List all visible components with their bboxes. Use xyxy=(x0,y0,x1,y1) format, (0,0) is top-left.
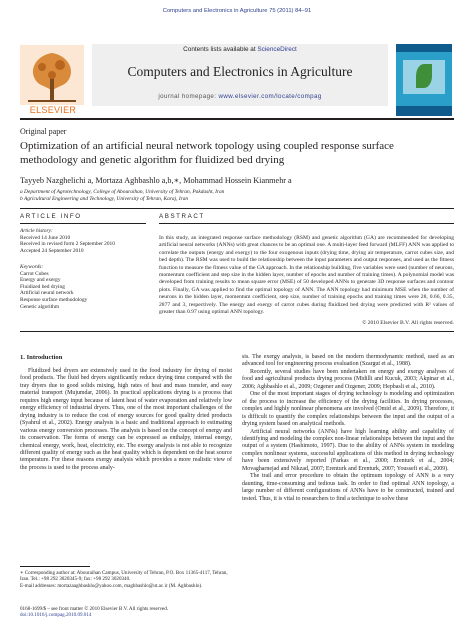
cover-top-bar xyxy=(396,44,452,52)
affiliation-rule xyxy=(20,208,454,209)
doi-link[interactable]: doi:10.1016/j.compag.2010.09.014 xyxy=(20,612,92,619)
history-label: Article history: xyxy=(20,228,53,234)
homepage-prefix: journal homepage: xyxy=(158,93,219,100)
body-paragraph: One of the most important stages of drying technology is modeling and optimization of the process to increase the efficiency of the drying facilities. In drying processes, complex and highly nonlinear phenomena are involved (Omid et al., 2009). Therefore, it is difficult to quantify the complex relationships between the input and the output of a drying system based on analytical methods. xyxy=(242,391,454,428)
body-paragraph: The trail and error procedure to obtain the optimum topology of ANN is a very daunting, time-consuming and tedious task. In order to find optimal ANN topology, a large number of different configurations of ANNs have to be constructed, trained and tested. Thus, it is vital to researchers to find a technique to solve these xyxy=(242,473,454,502)
keyword-item: Energy and exergy xyxy=(20,277,61,284)
contents-available-line xyxy=(92,46,388,53)
affiliation-a: a Department of Agrotechnology, College of Abouraihan, University of Tehran, Pakdasht, Iran xyxy=(20,189,225,195)
right-column xyxy=(242,354,454,503)
abstract-rule xyxy=(159,223,454,224)
keywords-block xyxy=(20,264,146,310)
keyword-item: Fluidized bed drying xyxy=(20,283,65,290)
journal-homepage-link[interactable]: www.elsevier.com/locate/compag xyxy=(218,93,322,100)
article-info-rule xyxy=(20,223,146,224)
cover-leaf-icon xyxy=(416,64,432,88)
body-paragraph: sis. The exergy analysis, is based on the modern thermodynamic method, used as an advanced tool for engineering process evaluation (Szargut et al., 1988). xyxy=(242,354,454,368)
issn-block xyxy=(20,606,232,619)
article-info-heading: ARTICLE INFO xyxy=(20,213,82,220)
abstract-text: In this study, an integrated response surface methodology (RSM) and genetic algorithm (GA) are recommended for developing artificial neural networks (ANNs) with great chances to be an optimal one. A multi-layer feed forward (MLFF) ANN was applied to correlate the outputs (energy and exergy) to the four exogenous inputs (drying time, drying air temperature, carrot cubes size, and bed depth). The RSM was used to build the relationship between the input parameters and output responses, and used as the fitness function to measure the fitness value of the GA approach. In the relationship building, five variables were used (number of neurons, momentum coefficient and step size in the hidden layer, number of epochs and number of training times). A polynomial model was developed from training results to mean square error (MSE) of 50 developed ANNs to generate 3D response surfaces and contour plots. Finally, GA was applied to find the optimal topology of ANN. The ANN topology had minimum MSE when the number of neurons in the hidden layer, momentum coefficient, step size, number of training epochs and training times were 28, 0.66, 0.35, 2877 and 3, respectively. The energy and exergy of carrot cubes during fluidized bed drying were predicted with R² values of greater than 0.97 using optimal ANN topology. xyxy=(159,235,454,316)
issn-line: 0168-1699/$ – see front matter © 2010 Elsevier B.V. All rights reserved. xyxy=(20,606,169,612)
left-column xyxy=(20,368,232,472)
received-date: Received 14 June 2010 xyxy=(20,234,71,241)
keyword-item: Genetic algorithm xyxy=(20,303,60,310)
body-paragraph: Recently, several studies have been undertaken on energy and exergy analyses of food and agricultural products drying process (Midilli and Kucuk, 2003; Akpinar et al., 2006; Aghbashlo et al., 2009; Ozgener and Ozgener, 2009; Hepbasli et al., 2010). xyxy=(242,368,454,390)
footnote-rule xyxy=(20,566,90,567)
article-history xyxy=(20,228,146,254)
header-rule xyxy=(20,118,454,120)
journal-homepage-line xyxy=(92,93,388,100)
abstract-bottom-rule xyxy=(20,331,454,332)
section-heading-introduction: 1. Introduction xyxy=(20,354,63,361)
publisher-logo-text: ELSEVIER xyxy=(29,105,77,115)
keyword-item: Artificial neural network xyxy=(20,290,74,297)
keyword-item: Carrot Cubes xyxy=(20,270,49,277)
body-paragraph: Artificial neural networks (ANNs) have high learning ability and capability of identifying and modeling the complex non-linear relationships between the input and the output of a system (Hashimoto, 1997). Due to the ability of ANNs system in modeling complex nonlinear systems, successful applications of this method in drying technology have been extensively reported (Farkas et al., 2000; Erenturk et al., 2004; Movagharnejad and Nikzad, 2007; Erenturk and Erenturk, 2007; Youssefi et al., 2009). xyxy=(242,428,454,472)
corresponding-author-note: ∗ Corresponding author at: Abouraihan Campus, University of Tehran, P.O. Box 11365-4117, Tehran, Iran. Tel.: +98 292 3020345-9; fax: +98 292 3020340. xyxy=(20,570,228,583)
email-note: E-mail addresses: mortazaaghbashlo@yahoo.com, maghbashlo@ut.ac.ir (M. Aghbashlo). xyxy=(20,582,203,589)
author-list: Tayyeb Nazghelichi a, Mortaza Aghbashlo a,b,∗, Mohammad Hossein Kianmehr a xyxy=(20,176,292,185)
sciencedirect-link[interactable]: ScienceDirect xyxy=(257,46,297,53)
abstract-heading: ABSTRACT xyxy=(159,213,205,220)
abstract-copyright: © 2010 Elsevier B.V. All rights reserved. xyxy=(362,320,454,326)
body-paragraph: Fluidized bed dryers are extensively used in the food industry for drying of moist food products. The fluid bed dryers significantly reduce drying time compared with the tray dryers due to good solids mixing, high rates of heat and mass transfer, and easy material transport (Mujumdar, 2006). In practical applications drying is a process that requires high energy input because of latent heat of water evaporation and relatively low energy efficiency of industrial dryers. Thus, one of the most important challenges of the drying industry is to reduce the cost of energy sources for good quality dried products (Syahrul et al., 2002). Energy analysis is a basic and traditional approach to estimating various energy conversion processes. The analysis is based on the concept of energy and its conservation. The forms of energy can be expressed as enthalpy, internal energy, chemical energy, work, heat, electricity, etc. The exergy analysis is not able to recognize different quality of energy such as the heat quality which is dependent on the heat source temperature. For these reasons exergy analysis which provides a more realistic view of the process is used to the process analy- xyxy=(20,368,232,471)
paper-title: Optimization of an artificial neural network topology using coupled response surface methodology and genetic algorithm for fluidized bed drying xyxy=(20,140,394,166)
paper-type: Original paper xyxy=(20,127,67,136)
cover-bottom-bar xyxy=(396,106,452,116)
footnotes xyxy=(20,570,232,589)
running-header: Computers and Electronics in Agriculture 75 (2011) 84–91 xyxy=(162,8,312,14)
accepted-date: Accepted 24 September 2010 xyxy=(20,247,84,254)
elsevier-tree-logo xyxy=(20,45,84,105)
keyword-item: Response surface methodology xyxy=(20,296,88,303)
contents-prefix: Contents lists available at xyxy=(183,46,258,53)
journal-title: Computers and Electronics in Agriculture xyxy=(127,64,353,79)
affiliation-b: b Agricultural Engineering and Technology, University of Tehran, Karaj, Iran xyxy=(20,196,189,202)
keywords-label: Keywords: xyxy=(20,264,44,270)
revised-date: Received in revised form 2 September 2010 xyxy=(20,241,115,248)
